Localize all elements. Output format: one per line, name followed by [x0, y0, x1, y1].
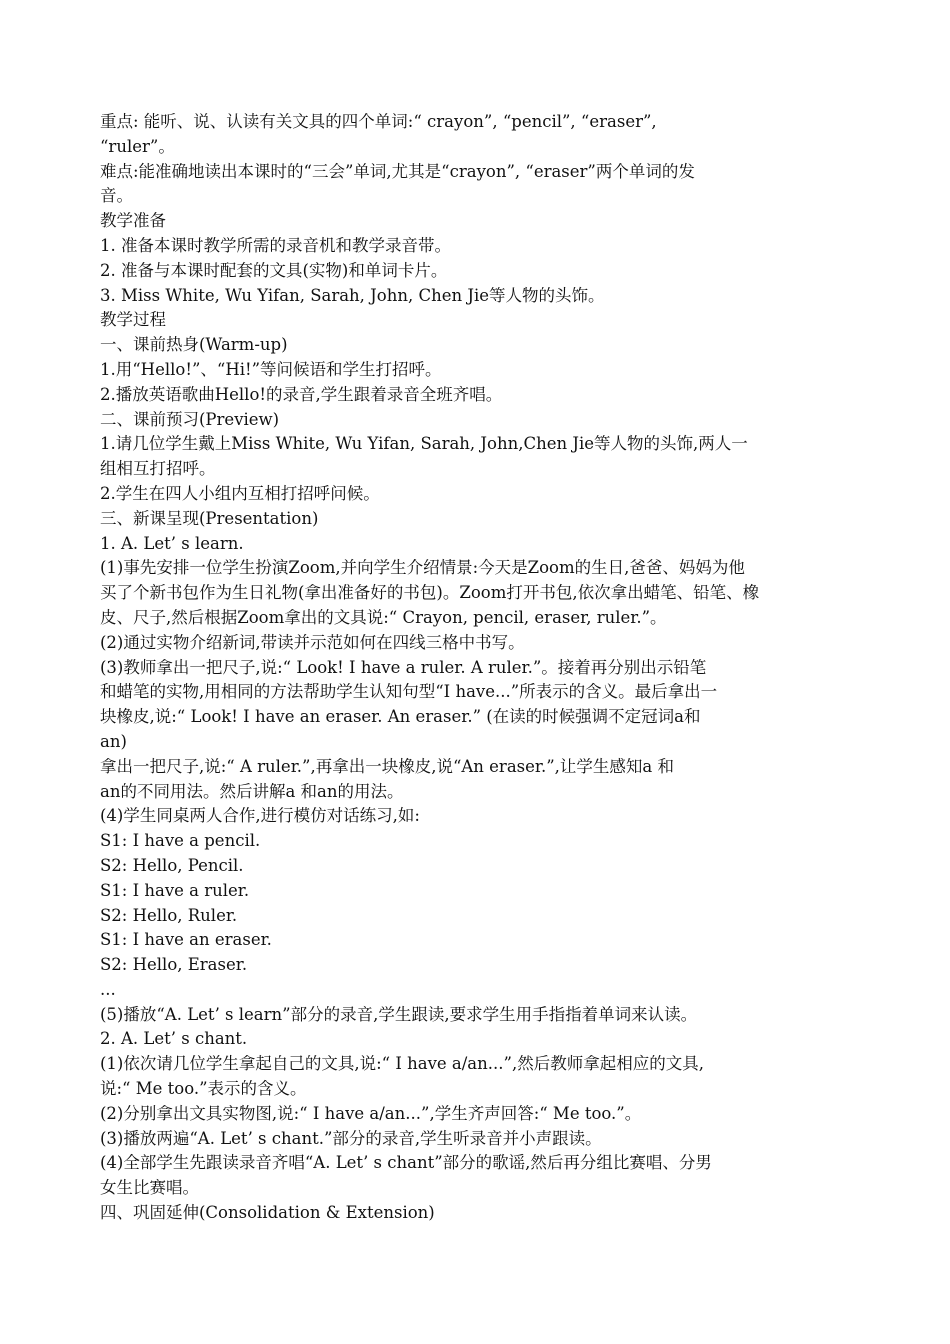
text-line: ...: [100, 979, 116, 999]
text-line: (2)通过实物介绍新词,带读并示范如何在四线三格中书写。: [100, 632, 525, 652]
dialogue-line: S1: I have a ruler.: [100, 880, 250, 900]
text-line: 2. 准备与本课时配套的文具(实物)和单词卡片。: [100, 260, 448, 280]
text-line: 皮、尺子,然后根据Zoom拿出的文具说:“ Crayon, pencil, eraser, ruler.”。: [100, 607, 667, 627]
dialogue-line: S2: Hello, Pencil.: [100, 855, 244, 875]
text-line: (3)教师拿出一把尺子,说:“ Look! I have a ruler. A ruler.”。接着再分别出示铅笔: [100, 657, 707, 677]
text-line: (1)依次请几位学生拿起自己的文具,说:“ I have a/an...”,然后教师拿起相应的文具,: [100, 1054, 704, 1074]
text-line: 1. A. Let’ s learn.: [100, 533, 244, 553]
text-line: 说:“ Me too.”表示的含义。: [100, 1079, 307, 1099]
text-line: (1)事先安排一位学生扮演Zoom,并向学生介绍情景:今天是Zoom的生日,爸爸、妈妈为他: [100, 558, 745, 578]
text-line: (4)全部学生先跟读录音齐唱“A. Let’ s chant”部分的歌谣,然后再分组比赛唱、分男: [100, 1153, 712, 1173]
text-line: an): [100, 731, 127, 751]
section-heading: 二、课前预习(Preview): [100, 409, 280, 429]
text-line: (2)分别拿出文具实物图,说:“ I have a/an...”,学生齐声回答:“ Me too.”。: [100, 1103, 642, 1123]
section-heading: 教学准备: [100, 211, 166, 231]
section-heading: 三、新课呈现(Presentation): [100, 508, 319, 528]
text-line: 2.学生在四人小组内互相打招呼问候。: [100, 483, 380, 503]
text-line: 拿出一把尺子,说:“ A ruler.”,再拿出一块橡皮,说“An eraser.”,让学生感知a 和: [100, 756, 674, 776]
text-line: 1. 准备本课时教学所需的录音机和教学录音带。: [100, 235, 451, 255]
text-line: 音。: [100, 186, 133, 206]
text-line: 2.播放英语歌曲Hello!的录音,学生跟着录音全班齐唱。: [100, 384, 503, 404]
text-line: 1.请几位学生戴上Miss White, Wu Yifan, Sarah, John,Chen Jie等人物的头饰,两人一: [100, 434, 748, 454]
dialogue-line: S2: Hello, Ruler.: [100, 905, 238, 925]
text-line: (4)学生同桌两人合作,进行模仿对话练习,如:: [100, 806, 420, 826]
text-line: 组相互打招呼。: [100, 459, 216, 479]
dialogue-line: S1: I have a pencil.: [100, 831, 261, 851]
text-line: 块橡皮,说:“ Look! I have an eraser. An eraser.” (在读的时候强调不定冠词a和: [100, 707, 701, 727]
dialogue-line: S2: Hello, Eraser.: [100, 955, 248, 975]
text-line: 和蜡笔的实物,用相同的方法帮助学生认知句型“I have...”所表示的含义。最后拿出一: [100, 682, 718, 702]
text-line: an的不同用法。然后讲解a 和an的用法。: [100, 781, 404, 801]
section-heading: 四、巩固延伸(Consolidation & Extension): [100, 1203, 435, 1223]
text-line: 1.用“Hello!”、“Hi!”等问候语和学生打招呼。: [100, 359, 442, 379]
text-line: 2. A. Let’ s chant.: [100, 1029, 248, 1049]
section-heading: 一、课前热身(Warm-up): [100, 335, 288, 355]
dialogue-line: S1: I have an eraser.: [100, 930, 272, 950]
text-line: 买了个新书包作为生日礼物(拿出准备好的书包)。Zoom打开书包,依次拿出蜡笔、铅笔、橡: [100, 583, 760, 603]
document-page: [100, 110, 855, 1226]
text-line: 3. Miss White, Wu Yifan, Sarah, John, Chen Jie等人物的头饰。: [100, 285, 605, 305]
text-line: (3)播放两遍“A. Let’ s chant.”部分的录音,学生听录音并小声跟读。: [100, 1128, 602, 1148]
text-line: “ruler”。: [100, 136, 175, 156]
text-line: 重点: 能听、说、认读有关文具的四个单词:“ crayon”, “pencil”, “eraser”,: [100, 112, 657, 131]
text-line: 女生比赛唱。: [100, 1178, 199, 1198]
text-line: (5)播放“A. Let’ s learn”部分的录音,学生跟读,要求学生用手指指着单词来认读。: [100, 1004, 698, 1024]
text-line: 难点:能准确地读出本课时的“三会”单词,尤其是“crayon”, “eraser”两个单词的发: [100, 161, 695, 181]
section-heading: 教学过程: [100, 310, 166, 330]
